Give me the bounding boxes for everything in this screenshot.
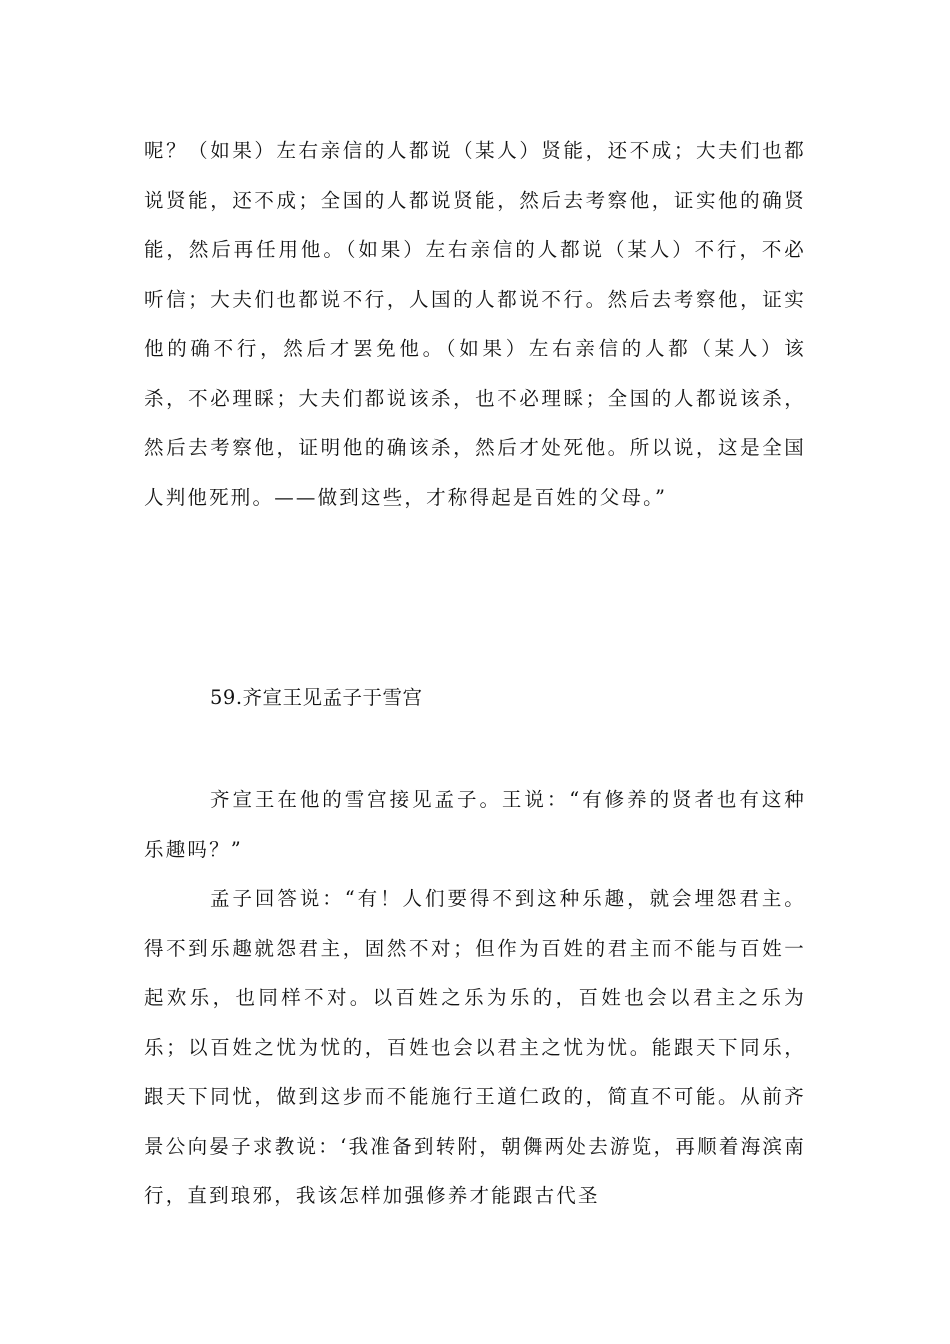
- paragraph-1: 齐宣王在他的雪宫接见孟子。王说：“有修养的贤者也有这种乐趣吗？”: [144, 788, 806, 861]
- section-heading: 59.齐宣王见孟子于雪宫: [210, 686, 423, 709]
- passage-continuation: 呢？（如果）左右亲信的人都说（某人）贤能，还不成；大夫们也都说贤能，还不成；全国的人都说贤能，然后去考察他，证实他的确贤能，然后再任用他。（如果）左右亲信的人都说（某人）不行，不必听信；大夫们也都说不行，人国的人都说不行。然后去考察他，证实他的确不行，然后才罢免他。（如果）左右亲信的人都（某人）该杀，不必理睬；大夫们都说该杀，也不必理睬；全国的人都说该杀，然后去考察他，证明他的确该杀，然后才处死他。所以说，这是全国人判他死刑。——做到这些，才称得起是百姓的父母。”: [144, 139, 806, 509]
- paragraph-2: 孟子回答说：“有！人们要得不到这种乐趣，就会埋怨君主。得不到乐趣就怨君主，固然不对；但作为百姓的君主而不能与百姓一起欢乐，也同样不对。以百姓之乐为乐的，百姓也会以君主之乐为乐；以百姓之忧为忧的，百姓也会以君主之忧为忧。能跟天下同乐，跟天下同忧，做到这步而不能施行王道仁政的，简直不可能。从前齐景公向晏子求教说：‘我准备到转附，朝儛两处去游览，再顺着海滨南行，直到琅邪，我该怎样加强修养才能跟古代圣: [144, 887, 806, 1207]
- section-body: [144, 775, 806, 1221]
